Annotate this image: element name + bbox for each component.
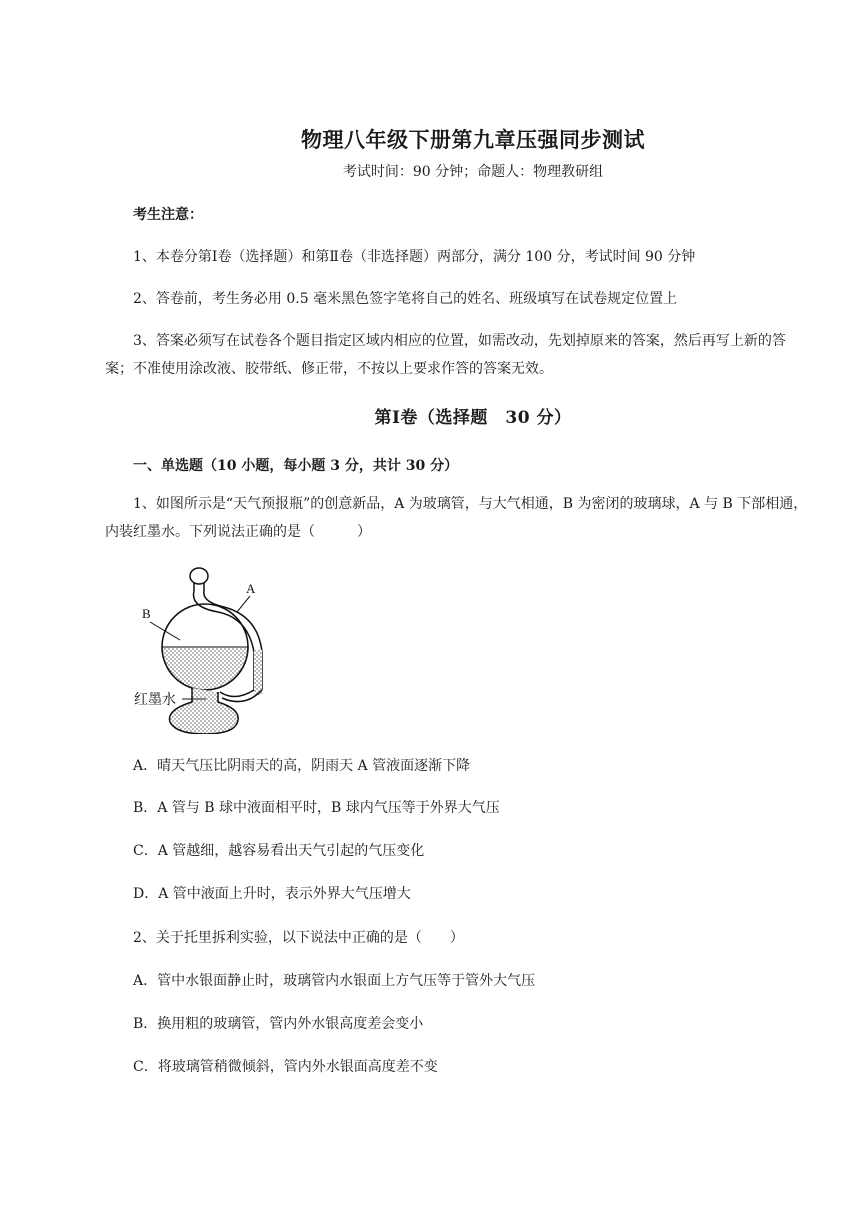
figure-label-b: B <box>142 606 151 621</box>
q1-option-d: D．A 管中液面上升时，表示外界大气压增大 <box>133 886 411 902</box>
question-1-stem: 1、如图所示是“天气预报瓶”的创意新品，A 为玻璃管，与大气相通，B 为密闭的玻璃球，A 与 B 下部相通，内装红墨水。下列说法正确的是（ ） <box>105 496 808 540</box>
q1-option-c: C．A 管越细，越容易看出天气引起的气压变化 <box>133 843 425 859</box>
weather-bottle-figure <box>130 562 280 734</box>
question-2-stem: 2、关于托里拆利实验，以下说法中正确的是（ ） <box>133 930 464 946</box>
part-heading: 一、单选题（10 小题，每小题 3 分，共计 30 分） <box>133 458 459 474</box>
exam-subtitle: 考试时间：90 分钟；命题人：物理教研组 <box>342 164 604 180</box>
figure-label-ink: 红墨水 <box>134 692 176 708</box>
figure-label-a: A <box>246 581 256 596</box>
notice-3: 3、答案必须写在试卷各个题目指定区域内相应的位置，如需改动，先划掉原来的答案，然后再写上新的答案；不准使用涂改液、胶带纸、修正带，不按以上要求作答的答案无效。 <box>105 333 786 377</box>
section-title: 第Ⅰ卷（选择题 30 分） <box>374 408 572 428</box>
notice-2: 2、答卷前，考生务必用 0.5 毫米黑色签字笔将自己的姓名、班级填写在试卷规定位置上 <box>133 291 678 307</box>
exam-title: 物理八年级下册第九章压强同步测试 <box>301 127 645 152</box>
q2-option-c: C．将玻璃管稍微倾斜，管内外水银面高度差不变 <box>133 1059 438 1075</box>
q2-option-a: A．管中水银面静止时，玻璃管内水银面上方气压等于管外大气压 <box>133 973 536 989</box>
notice-1: 1、本卷分第Ⅰ卷（选择题）和第Ⅱ卷（非选择题）两部分，满分 100 分，考试时间 90 分钟 <box>133 249 696 265</box>
q1-option-b: B．A 管与 B 球中液面相平时，B 球内气压等于外界大气压 <box>133 800 500 816</box>
notice-heading: 考生注意： <box>133 207 203 223</box>
q1-option-a: A．晴天气压比阴雨天的高，阴雨天 A 管液面逐渐下降 <box>133 758 471 774</box>
q2-option-b: B．换用粗的玻璃管，管内外水银高度差会变小 <box>133 1016 424 1032</box>
